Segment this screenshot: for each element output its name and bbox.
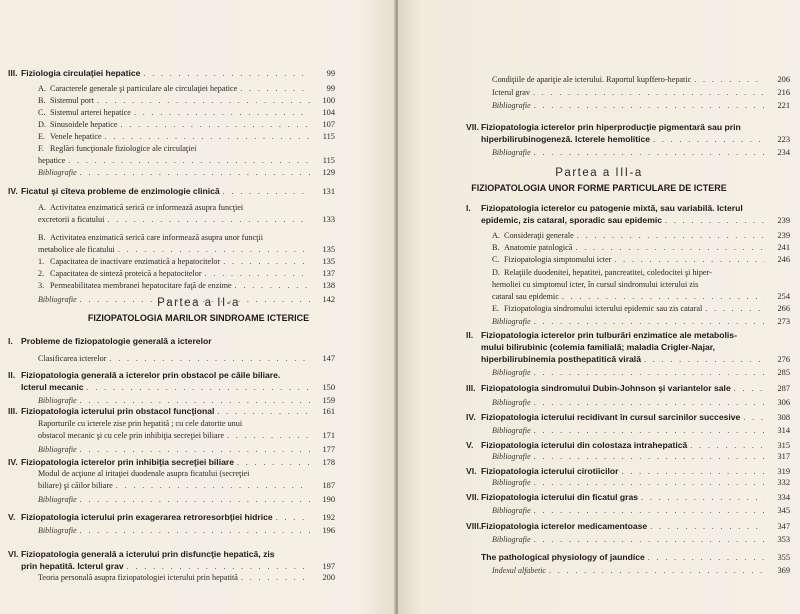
bibliography-entry	[492, 148, 790, 157]
entry-number: B.	[492, 243, 500, 252]
entry-title: Sinusoidele hepatice	[50, 120, 118, 129]
page-number: 135	[322, 257, 335, 266]
entry-title: hemoliei cu simptomul icter, în cursul sindromului icterului zis	[492, 280, 699, 289]
entry-title: The pathological physiology of jaundice	[481, 552, 645, 562]
section-entry	[50, 132, 335, 141]
entry-number: D.	[38, 120, 46, 129]
leader-dots	[127, 562, 310, 571]
entry-title: Fiziopatologia icterului din ficatul gras	[481, 492, 639, 502]
page-number: 334	[777, 493, 790, 502]
chapter-entry	[481, 521, 790, 531]
entry-title: Fiziopatologia icterului prin obstacol funcţional	[21, 406, 215, 416]
entry-title: Icterul mecanic	[21, 382, 84, 392]
entry-title: Consideraţii generale	[504, 231, 574, 240]
entry-title: Fiziopatologia icterului cirotiicilor	[481, 466, 619, 476]
entry-title: Teoria personală asupra fiziopatologiei icterului prin hepatită	[38, 573, 238, 582]
bibliography-entry	[492, 426, 790, 435]
bibliography-entry	[492, 368, 790, 377]
entry-title: Fiziopatologia icterelor cu patogenie mixtă, sau variabilă. Icterul	[481, 203, 743, 213]
leader-dots	[223, 257, 310, 266]
section-entry	[38, 354, 335, 363]
entry-title: Fiziopatologia generală a icterelor prin obstacol pe căile biliare.	[21, 370, 281, 380]
chapter-entry	[21, 336, 212, 346]
entry-title: Permeabilitatea membranei hepatocitare faţă de enzime	[50, 281, 232, 290]
page-number: 178	[322, 458, 335, 467]
entry-title: Bibliografie	[492, 148, 531, 157]
section-entry	[50, 144, 196, 153]
leader-dots	[118, 245, 310, 254]
leader-dots	[534, 398, 765, 407]
leader-dots	[534, 148, 765, 157]
section-entry	[50, 257, 335, 266]
entry-number: VII.	[466, 122, 479, 132]
entry-title: excretorii a ficatului	[38, 215, 105, 224]
page-number: 246	[777, 255, 790, 264]
entry-number: C.	[38, 108, 46, 117]
leader-dots	[116, 481, 310, 490]
page-number: 308	[777, 413, 790, 422]
entry-number: B.	[38, 233, 46, 242]
leader-dots	[534, 317, 765, 326]
leader-dots	[121, 120, 310, 129]
leader-dots	[641, 493, 765, 502]
leader-dots	[534, 426, 765, 435]
entry-title: mului bilirubinic (colemia familială; maladia Crigler-Najar,	[481, 342, 716, 352]
chapter-entry	[21, 186, 335, 196]
entry-number: 1.	[38, 257, 45, 266]
bibliography-entry	[492, 398, 790, 407]
entry-number: A.	[38, 203, 46, 212]
section-entry	[50, 281, 335, 290]
entry-title: cataral sau epidemic	[492, 292, 559, 301]
entry-title: Fiziopatologia icterului prin exagerarea retroresorbţiei hidrice	[21, 512, 273, 522]
page-number: 287	[777, 384, 790, 393]
entry-number: VIII.	[466, 521, 482, 531]
chapter-entry	[21, 512, 335, 522]
bibliography-entry	[492, 535, 790, 544]
page-number: 266	[777, 304, 790, 313]
page-number: 196	[322, 526, 335, 535]
entry-number: II.	[466, 330, 474, 340]
entry-number: E.	[38, 132, 46, 141]
page-number: 190	[322, 495, 335, 504]
page-number: 177	[322, 445, 335, 454]
chapter-entry	[481, 134, 790, 144]
leader-dots	[107, 215, 310, 224]
section-entry	[38, 431, 335, 440]
entry-title: prin hepatită. Icterul grav	[21, 561, 124, 571]
entry-number: 3.	[38, 281, 45, 290]
chapter-entry	[481, 412, 790, 422]
part-three-heading: Partea a III-a	[555, 167, 643, 179]
entry-title: Fiziopatologia sindromului Dubin-Johnson şi variantelor sale	[481, 383, 731, 393]
bibliography-entry	[38, 526, 335, 535]
page-number: 332	[777, 478, 790, 487]
section-entry	[38, 481, 335, 490]
chapter-entry	[21, 457, 335, 467]
entry-number: III.	[8, 68, 18, 78]
entry-title: Sistemul arterei hepatice	[50, 108, 131, 117]
page-number: 100	[322, 96, 335, 105]
leader-dots	[87, 383, 310, 392]
entry-title: epidemic, zis cataral, sporadic sau epidemic	[481, 215, 663, 225]
chapter-entry	[481, 440, 790, 450]
entry-title: Bibliografie	[38, 526, 77, 535]
section-entry	[492, 292, 790, 301]
leader-dots	[534, 478, 765, 487]
leader-dots	[80, 396, 310, 405]
entry-title: Anatomie patologică	[504, 243, 573, 252]
section-entry	[492, 280, 698, 289]
leader-dots	[534, 368, 765, 377]
leader-dots	[644, 355, 765, 364]
chapter-entry	[21, 370, 280, 380]
leader-dots	[534, 101, 765, 110]
section-entry	[50, 233, 263, 242]
page-number: 197	[322, 562, 335, 571]
entry-number: VI.	[466, 466, 477, 476]
page-number: 99	[326, 84, 335, 93]
entry-number: V.	[8, 512, 16, 522]
bibliography-entry	[492, 452, 790, 461]
page-number: 131	[322, 187, 335, 196]
entry-title: metabolice ale ficatului	[38, 245, 115, 254]
section-entry	[504, 231, 790, 240]
section-entry	[492, 75, 790, 84]
leader-dots	[241, 573, 310, 582]
entry-number: 2.	[38, 269, 45, 278]
entry-title: Bibliografie	[492, 426, 531, 435]
entry-number: D.	[492, 268, 500, 277]
entry-title: Activitatea enzimatică serică care informează asupra unor funcţii	[50, 233, 263, 242]
entry-number: VI.	[8, 549, 19, 559]
section-entry	[504, 243, 790, 252]
entry-title: obstacol mecanic şi cu cele prin inhibiţia secreţiei biliare	[38, 431, 224, 440]
entry-number: IV.	[466, 412, 476, 422]
leader-dots	[690, 441, 765, 450]
entry-title: Bibliografie	[492, 478, 531, 487]
entry-title: Bibliografie	[492, 317, 531, 326]
entry-number: I.	[466, 203, 471, 213]
entry-title: Capacitatea de inactivare enzimatică a hepatocitelor	[50, 257, 221, 266]
part-three-title: FIZIOPATOLOGIA UNOR FORME PARTICULARE DE ICTERE	[471, 183, 727, 193]
page-number: 315	[777, 441, 790, 450]
page-number: 137	[322, 269, 335, 278]
bibliography-entry	[492, 506, 790, 515]
leader-dots	[622, 467, 765, 476]
bibliography-entry	[492, 101, 790, 110]
leader-dots	[694, 75, 765, 84]
section-entry	[504, 304, 790, 313]
entry-title: Bibliografie	[492, 398, 531, 407]
section-entry	[50, 84, 335, 93]
entry-title: Fiziopatologia generală a icterului prin disfuncţie hepatică, zis	[21, 549, 275, 559]
section-entry	[504, 255, 790, 264]
section-entry	[50, 96, 335, 105]
entry-title: Fiziopatologia sindromului icterului epidemic sau zis cataral	[504, 304, 703, 313]
page-number: 347	[777, 522, 790, 531]
leader-dots	[109, 354, 310, 363]
bibliography-entry	[492, 317, 790, 326]
leader-dots	[705, 304, 765, 313]
section-entry	[50, 108, 335, 117]
entry-title: Capacitatea de sinteză proteică a hepatocitelor	[50, 269, 202, 278]
leader-dots	[614, 255, 765, 264]
entry-title: Sistemul port	[50, 96, 94, 105]
bibliography-entry	[38, 396, 335, 405]
entry-title: Indexul alfabetic	[492, 566, 546, 575]
leader-dots	[534, 452, 765, 461]
entry-number: A.	[38, 84, 46, 93]
chapter-entry	[481, 492, 790, 502]
bibliography-entry	[38, 168, 335, 177]
entry-title: Probleme de fiziopatologie generală a icterelor	[21, 336, 212, 346]
part-two-title: FIZIOPATOLOGIA MARILOR SINDROAME ICTERICE	[87, 313, 310, 323]
entry-title: Activitatea enzimatică serică ce informează asupra funcţiei	[50, 203, 244, 212]
entry-number: V.	[466, 440, 474, 450]
entry-title: Reglări funcţionale fiziologice ale circulaţiei	[50, 144, 197, 153]
page-number: 115	[322, 132, 335, 141]
chapter-entry	[481, 342, 715, 352]
page-number: 317	[777, 452, 790, 461]
entry-title: Venele hepatice	[50, 132, 102, 141]
leader-dots	[577, 231, 765, 240]
page-number: 171	[322, 431, 335, 440]
entry-title: Modul de acţiune al iritaţiei duodenale asupra ficatului (secreţiei	[38, 469, 250, 478]
entry-title: Bibliografie	[492, 506, 531, 515]
section-entry	[492, 88, 790, 97]
page-number: 254	[777, 292, 790, 301]
leader-dots	[205, 269, 310, 278]
page-number: 107	[322, 120, 335, 129]
entry-title: Ficatul şi cîteva probleme de enzimologie clinică	[21, 186, 220, 196]
entry-title: Fiziologia circulaţiei hepatice	[21, 68, 141, 78]
leader-dots	[80, 168, 310, 177]
entry-title: biliare) şi căilor biliare	[38, 481, 113, 490]
page-number: 345	[777, 506, 790, 515]
leader-dots	[235, 281, 310, 290]
leader-dots	[562, 292, 765, 301]
entry-title: Fiziopatologia icterelor prin inhibiţia secreţiei biliare	[21, 457, 234, 467]
entry-title: Clasificarea icterelor	[38, 354, 107, 363]
entry-title: Fiziopatologia icterelor prin hiperproducţie pigmentară sau prin	[481, 122, 741, 132]
page-number: 223	[777, 135, 790, 144]
entry-title: hiperbilirubinemia posthepatitică virală	[481, 354, 641, 364]
leader-dots	[227, 431, 310, 440]
page-number: 314	[777, 426, 790, 435]
entry-title: Fiziopatologia icterului din colostaza intrahepatică	[481, 440, 688, 450]
part-two-heading: Partea a II-a	[157, 297, 240, 309]
entry-number: VII.	[466, 492, 479, 502]
chapter-entry	[481, 122, 741, 132]
page-number: 355	[777, 553, 790, 562]
entry-title: Condiţiile de apariţie ale icterului. Raportul kupffero-hepatic	[492, 75, 692, 84]
leader-dots	[223, 187, 310, 196]
entry-title: Raporturile cu icterele zise prin hepatită ; cu cele datorite unui	[38, 419, 243, 428]
entry-title: Bibliografie	[38, 445, 77, 454]
entry-title: Caracterele generale şi particulare ale circulaţiei hepatice	[50, 84, 238, 93]
page-number: 319	[777, 467, 790, 476]
page-number: 353	[777, 535, 790, 544]
leader-dots	[276, 513, 310, 522]
entry-title: Bibliografie	[492, 535, 531, 544]
leader-dots	[648, 553, 765, 562]
chapter-entry	[21, 549, 275, 559]
entry-title: Relaţiile duodenitei, hepatitei, pancreatitei, coledocitei şi hiper-	[504, 268, 712, 277]
page-number: 241	[777, 243, 790, 252]
chapter-entry	[481, 383, 790, 393]
bibliography-entry	[38, 495, 335, 504]
chapter-entry	[481, 354, 790, 364]
entry-number: II.	[8, 370, 16, 380]
entry-title: Bibliografie	[38, 168, 77, 177]
entry-title: Fiziopatologia icterelor prin tulburări enzimatice ale metabolis-	[481, 330, 737, 340]
page-number: 239	[777, 231, 790, 240]
leader-dots	[534, 535, 765, 544]
entry-number: I.	[8, 336, 13, 346]
leader-dots	[743, 413, 765, 422]
chapter-entry	[481, 552, 790, 562]
chapter-entry	[481, 203, 743, 213]
entry-number: B.	[38, 96, 46, 105]
chapter-entry	[21, 68, 335, 78]
leader-dots	[80, 495, 310, 504]
leader-dots	[105, 132, 310, 141]
entry-number: E.	[492, 304, 500, 313]
entry-title: Bibliografie	[492, 101, 531, 110]
page-number: 216	[777, 88, 790, 97]
leader-dots	[134, 108, 310, 117]
bibliography-entry	[492, 478, 790, 487]
section-entry	[50, 203, 243, 212]
left-page	[0, 0, 397, 614]
right-page	[398, 0, 800, 614]
page-number: 369	[777, 566, 790, 575]
section-entry	[38, 156, 335, 165]
entry-number: III.	[8, 406, 18, 416]
entry-title: Fiziopatologia icterului recidivant în cursul sarcinilor succesive	[481, 412, 741, 422]
leader-dots	[80, 445, 310, 454]
page-number: 147	[322, 354, 335, 363]
section-entry	[38, 469, 249, 478]
page-number: 192	[322, 513, 335, 522]
leader-dots	[80, 526, 310, 535]
chapter-entry	[481, 215, 790, 225]
bibliography-entry	[492, 566, 790, 575]
page-number: 306	[777, 398, 790, 407]
page-number: 273	[777, 317, 790, 326]
section-entry	[38, 419, 242, 428]
page-number: 161	[322, 407, 335, 416]
leader-dots	[650, 522, 765, 531]
entry-title: Bibliografie	[38, 495, 77, 504]
page-number: 133	[322, 215, 335, 224]
page-number: 221	[777, 101, 790, 110]
leader-dots	[533, 88, 765, 97]
entry-title: Icterul grav	[492, 88, 530, 97]
page-number: 138	[322, 281, 335, 290]
page-number: 104	[322, 108, 335, 117]
entry-number: IV.	[8, 186, 18, 196]
entry-title: Fiziopatologia icterelor medicamentoase	[481, 521, 648, 531]
entry-title: Bibliografie	[38, 396, 77, 405]
leader-dots	[665, 216, 765, 225]
entry-title: Bibliografie	[38, 295, 77, 304]
section-entry	[504, 268, 712, 277]
leader-dots	[549, 566, 765, 575]
page-number: 239	[777, 216, 790, 225]
chapter-entry	[21, 561, 335, 571]
leader-dots	[68, 156, 310, 165]
leader-dots	[143, 69, 310, 78]
page-number: 150	[322, 383, 335, 392]
entry-number: IV.	[8, 457, 18, 467]
section-entry	[50, 269, 335, 278]
entry-number: A.	[492, 231, 500, 240]
chapter-entry	[481, 466, 790, 476]
leader-dots	[217, 407, 310, 416]
chapter-entry	[21, 406, 335, 416]
entry-number: C.	[492, 255, 500, 264]
entry-number: F.	[38, 144, 44, 153]
page-number: 99	[326, 69, 335, 78]
leader-dots	[575, 243, 765, 252]
leader-dots	[97, 96, 310, 105]
section-entry	[38, 573, 335, 582]
leader-dots	[240, 84, 310, 93]
page-number: 115	[322, 156, 335, 165]
page-number: 129	[322, 168, 335, 177]
leader-dots	[653, 135, 765, 144]
entry-title: hiperbilirubinogeneză. Icterele hemolitice	[481, 134, 651, 144]
page-number: 234	[777, 148, 790, 157]
chapter-entry	[481, 330, 737, 340]
page-number: 159	[322, 396, 335, 405]
section-entry	[38, 245, 335, 254]
leader-dots	[237, 458, 310, 467]
chapter-entry	[21, 382, 335, 392]
leader-dots	[734, 384, 765, 393]
entry-title: hepatice	[38, 156, 66, 165]
section-entry	[50, 120, 335, 129]
page-number: 276	[777, 355, 790, 364]
page-number: 142	[322, 295, 335, 304]
entry-number: III.	[466, 383, 476, 393]
page-number: 206	[777, 75, 790, 84]
bibliography-entry	[38, 445, 335, 454]
page-number: 135	[322, 245, 335, 254]
leader-dots	[534, 506, 765, 515]
entry-title: Bibliografie	[492, 452, 531, 461]
entry-title: Fiziopatologia simptomului icter	[504, 255, 612, 264]
page-number: 285	[777, 368, 790, 377]
page-number: 187	[322, 481, 335, 490]
entry-title: Bibliografie	[492, 368, 531, 377]
page-number: 200	[322, 573, 335, 582]
section-entry	[38, 215, 335, 224]
